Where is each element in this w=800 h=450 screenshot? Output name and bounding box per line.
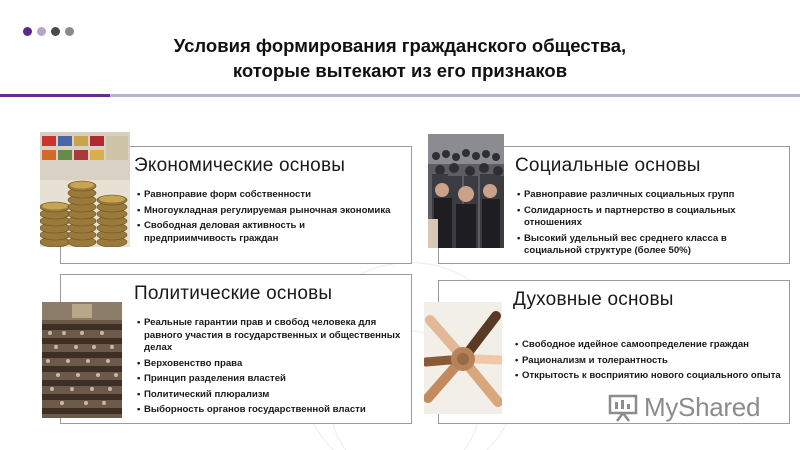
header-rule-dark: [0, 94, 110, 97]
slide-title: [120, 33, 680, 83]
watermark: [608, 392, 760, 423]
coins-image: [40, 132, 130, 247]
parliament-image: [42, 302, 122, 418]
card-title: Политические основы: [134, 283, 333, 304]
card-list: [137, 317, 401, 420]
list-item: • Принцип разделения властей: [137, 373, 401, 386]
list-item: • Открытость к восприятию нового социального опыта: [515, 370, 783, 383]
card-title: Экономические основы: [134, 155, 346, 176]
card-list: [517, 189, 779, 261]
hands-image: [424, 302, 502, 414]
crowd-image: [428, 134, 504, 248]
presentation-board-icon: [608, 393, 638, 423]
card-list: [515, 339, 783, 386]
list-item: • Рационализм и толерантность: [515, 355, 783, 368]
list-item: • Высокий удельный вес среднего класса в социальной структуре (более 50%): [517, 233, 779, 258]
decorative-dots: [23, 27, 74, 36]
title-line-1: Условия формирования гражданского общества,: [173, 35, 627, 56]
photo-parliament: [42, 302, 122, 418]
header-rule-light: [110, 94, 800, 97]
photo-coins: [40, 132, 130, 247]
list-item: • Солидарность и партнерство в социальных отношениях: [517, 205, 779, 230]
title-line-2: которые вытекают из его признаков: [232, 60, 568, 81]
card-title: Духовные основы: [513, 289, 674, 310]
dot: [23, 27, 32, 36]
dot: [65, 27, 74, 36]
list-item: • Равноправие форм собственности: [137, 189, 399, 202]
list-item: • Свободная деловая активность и предприимчивость граждан: [137, 220, 399, 245]
photo-hands: [424, 302, 502, 414]
list-item: • Реальные гарантии прав и свобод человека для равного участия в государственных и общественных делах: [137, 317, 401, 355]
photo-crowd: [428, 134, 504, 248]
dot: [51, 27, 60, 36]
watermark-text: MyShared: [644, 392, 761, 422]
card-title: Социальные основы: [515, 155, 701, 176]
card-list: [137, 189, 399, 248]
list-item: • Политический плюрализм: [137, 389, 401, 402]
list-item: • Выборность органов государственной власти: [137, 404, 401, 417]
list-item: • Равноправие различных социальных групп: [517, 189, 779, 202]
list-item: • Многоукладная регулируемая рыночная экономика: [137, 205, 399, 218]
list-item: • Верховенство права: [137, 358, 401, 371]
list-item: • Свободное идейное самоопределение граждан: [515, 339, 783, 352]
dot: [37, 27, 46, 36]
